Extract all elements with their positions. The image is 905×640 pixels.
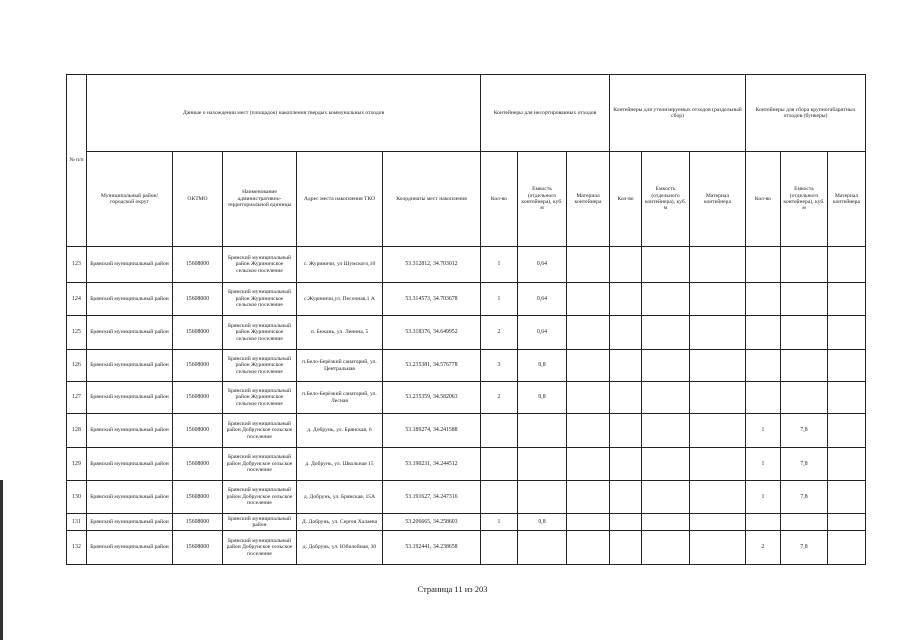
cell-separate-count xyxy=(610,247,642,283)
table-row xyxy=(67,283,866,316)
cell-address: п. Бежань, ул. Ленина, 5 xyxy=(297,316,383,350)
cell-address: Д. Добрунь, ул. Сергея Халаева xyxy=(297,514,383,531)
cell-unsorted-capacity xyxy=(518,531,567,565)
cell-admin-unit: Брянский муниципальный район Журиничское сельское поселение xyxy=(223,247,297,283)
cell-oktmo: 15608000 xyxy=(173,514,223,531)
cell-separate-count xyxy=(610,481,642,514)
cell-num: 126 xyxy=(67,350,87,382)
cell-separate-capacity xyxy=(642,247,690,283)
cell-unsorted-count xyxy=(481,414,518,448)
cell-coords: 53.192441, 34.238658 xyxy=(383,531,481,565)
cell-num: 127 xyxy=(67,382,87,414)
table-row xyxy=(67,531,866,565)
cell-unsorted-material xyxy=(567,350,610,382)
cell-bulky-count: 1 xyxy=(746,448,781,481)
cell-separate-count xyxy=(610,514,642,531)
cell-separate-material xyxy=(690,514,746,531)
cell-oktmo: 15608000 xyxy=(173,481,223,514)
cell-oktmo: 15608000 xyxy=(173,283,223,316)
cell-district: Брянский муниципальный район xyxy=(87,247,173,283)
cell-admin-unit: Брянский муниципальный район Журиничское сельское поселение xyxy=(223,283,297,316)
cell-oktmo: 15608000 xyxy=(173,316,223,350)
cell-separate-count xyxy=(610,531,642,565)
header-separate-material: Материал контейнера xyxy=(690,152,746,247)
cell-separate-material xyxy=(690,448,746,481)
cell-address: с. Журиничи, ул Шумского,10 xyxy=(297,247,383,283)
cell-bulky-material xyxy=(828,350,866,382)
cell-bulky-material xyxy=(828,531,866,565)
cell-separate-capacity xyxy=(642,316,690,350)
cell-oktmo: 15608000 xyxy=(173,414,223,448)
cell-bulky-material xyxy=(828,247,866,283)
cell-bulky-count xyxy=(746,316,781,350)
cell-unsorted-count: 2 xyxy=(481,382,518,414)
cell-address: д. Добрунь, ул. Брянская, 15А xyxy=(297,481,383,514)
cell-separate-capacity xyxy=(642,531,690,565)
cell-bulky-material xyxy=(828,382,866,414)
cell-unsorted-material xyxy=(567,448,610,481)
cell-unsorted-count: 1 xyxy=(481,514,518,531)
cell-coords: 53.206665, 34.258603 xyxy=(383,514,481,531)
cell-coords: 53.190231, 34.244512 xyxy=(383,448,481,481)
cell-address: д. Добрунь, ул. Юбилейная, 30 xyxy=(297,531,383,565)
cell-separate-capacity xyxy=(642,514,690,531)
cell-district: Брянский муниципальный район xyxy=(87,382,173,414)
cell-num: 128 xyxy=(67,414,87,448)
cell-admin-unit: Брянский муниципальный район Журиничское сельское поселение xyxy=(223,316,297,350)
cell-oktmo: 15608000 xyxy=(173,350,223,382)
cell-oktmo: 15608000 xyxy=(173,247,223,283)
header-group-bulky: Контейнеры для сбора крупногабаритных отходов (бункеры) xyxy=(746,75,866,152)
cell-separate-count xyxy=(610,382,642,414)
cell-unsorted-material xyxy=(567,283,610,316)
cell-district: Брянский муниципальный район xyxy=(87,531,173,565)
cell-coords: 53.312812, 34.703012 xyxy=(383,247,481,283)
cell-address: п.Бело-Берёзкий санаторий, ул. Лесная xyxy=(297,382,383,414)
cell-separate-material xyxy=(690,283,746,316)
cell-bulky-count: 2 xyxy=(746,531,781,565)
cell-bulky-material xyxy=(828,283,866,316)
table-row xyxy=(67,316,866,350)
cell-unsorted-material xyxy=(567,514,610,531)
header-group-separate: Контейнеры для утилизируемых отходов (раздельный сбор) xyxy=(610,75,746,152)
header-district: Муниципальный район/городской округ xyxy=(87,152,173,247)
cell-unsorted-material xyxy=(567,316,610,350)
header-group-places: Данные о нахождении мест (площадок) накопления твердых коммунальных отходов xyxy=(87,75,481,152)
cell-admin-unit: Брянский муниципальный район Журиничское сельское поселение xyxy=(223,350,297,382)
cell-separate-material xyxy=(690,531,746,565)
cell-address: д. Добрунь, ул. Школьная 15 xyxy=(297,448,383,481)
cell-oktmo: 15608000 xyxy=(173,448,223,481)
cell-district: Брянский муниципальный район xyxy=(87,350,173,382)
cell-bulky-count xyxy=(746,350,781,382)
cell-unsorted-count xyxy=(481,481,518,514)
cell-unsorted-capacity: 0,8 xyxy=(518,382,567,414)
cell-coords: 53.191627, 34.247316 xyxy=(383,481,481,514)
cell-num: 125 xyxy=(67,316,87,350)
cell-unsorted-capacity xyxy=(518,414,567,448)
cell-address: д. Добрунь, ул. Брянская, 6 xyxy=(297,414,383,448)
cell-unsorted-capacity: 0,8 xyxy=(518,350,567,382)
cell-separate-capacity xyxy=(642,481,690,514)
cell-address: п.Бело-Берёзкий санаторий, ул. Центральная xyxy=(297,350,383,382)
table-body xyxy=(67,247,866,565)
cell-oktmo: 15608000 xyxy=(173,382,223,414)
cell-district: Брянский муниципальный район xyxy=(87,316,173,350)
cell-district: Брянский муниципальный район xyxy=(87,283,173,316)
cell-bulky-material xyxy=(828,414,866,448)
cell-unsorted-count xyxy=(481,448,518,481)
header-unsorted-material: Материал контейнера xyxy=(567,152,610,247)
table-row xyxy=(67,481,866,514)
cell-address: с.Журиничи,ул. Песочная,1 А xyxy=(297,283,383,316)
header-coords: Координаты мест накопления xyxy=(383,152,481,247)
header-oktmo: ОКТМО xyxy=(173,152,223,247)
cell-coords: 53.314573, 34.703678 xyxy=(383,283,481,316)
table-row xyxy=(67,247,866,283)
cell-bulky-count xyxy=(746,283,781,316)
cell-unsorted-material xyxy=(567,481,610,514)
cell-unsorted-count: 3 xyxy=(481,350,518,382)
cell-unsorted-capacity: 0,64 xyxy=(518,316,567,350)
cell-separate-count xyxy=(610,414,642,448)
cell-district: Брянский муниципальный район xyxy=(87,514,173,531)
cell-separate-count xyxy=(610,350,642,382)
cell-separate-material xyxy=(690,481,746,514)
cell-separate-capacity xyxy=(642,414,690,448)
cell-bulky-material xyxy=(828,481,866,514)
cell-bulky-capacity: 7,8 xyxy=(781,531,828,565)
waste-sites-table xyxy=(66,74,866,565)
cell-separate-capacity xyxy=(642,382,690,414)
table-row xyxy=(67,448,866,481)
cell-bulky-capacity xyxy=(781,350,828,382)
table-row xyxy=(67,350,866,382)
cell-bulky-capacity xyxy=(781,382,828,414)
cell-coords: 53.235381, 34.576778 xyxy=(383,350,481,382)
cell-admin-unit: Брянский муниципальный район xyxy=(223,514,297,531)
cell-bulky-capacity xyxy=(781,247,828,283)
cell-bulky-count xyxy=(746,514,781,531)
header-admin-unit: Наименование административно-территориальной единицы xyxy=(223,152,297,247)
cell-bulky-capacity: 7,8 xyxy=(781,448,828,481)
table-row xyxy=(67,414,866,448)
cell-admin-unit: Брянский муниципальный район Добрунское сельское поселение xyxy=(223,531,297,565)
cell-unsorted-count xyxy=(481,531,518,565)
cell-oktmo: 15608000 xyxy=(173,531,223,565)
cell-num: 124 xyxy=(67,283,87,316)
cell-unsorted-material xyxy=(567,414,610,448)
cell-num: 131 xyxy=(67,514,87,531)
cell-bulky-capacity xyxy=(781,316,828,350)
cell-unsorted-count: 1 xyxy=(481,283,518,316)
header-unsorted-count: Кол-во xyxy=(481,152,518,247)
cell-separate-material xyxy=(690,382,746,414)
cell-num: 130 xyxy=(67,481,87,514)
cell-unsorted-capacity xyxy=(518,448,567,481)
cell-separate-capacity xyxy=(642,283,690,316)
cell-bulky-count xyxy=(746,247,781,283)
cell-num: 129 xyxy=(67,448,87,481)
cell-separate-capacity xyxy=(642,350,690,382)
header-address: Адрес места накопления ТКО xyxy=(297,152,383,247)
cell-admin-unit: Брянский муниципальный район Добрунское сельское поселение xyxy=(223,481,297,514)
cell-coords: 53.318376, 34.649952 xyxy=(383,316,481,350)
cell-separate-material xyxy=(690,350,746,382)
cell-separate-capacity xyxy=(642,448,690,481)
cell-unsorted-count: 2 xyxy=(481,316,518,350)
table-row xyxy=(67,382,866,414)
cell-separate-material xyxy=(690,414,746,448)
cell-unsorted-capacity: 0,8 xyxy=(518,514,567,531)
cell-bulky-capacity xyxy=(781,514,828,531)
header-bulky-count: Кол-во xyxy=(746,152,781,247)
cell-separate-count xyxy=(610,283,642,316)
cell-unsorted-capacity xyxy=(518,481,567,514)
cell-num: 123 xyxy=(67,247,87,283)
cell-separate-material xyxy=(690,247,746,283)
scan-edge xyxy=(0,480,3,640)
cell-bulky-count: 1 xyxy=(746,414,781,448)
cell-district: Брянский муниципальный район xyxy=(87,481,173,514)
cell-admin-unit: Брянский муниципальный район Добрунское сельское поселение xyxy=(223,414,297,448)
page-number: Страница 11 из 203 xyxy=(417,584,488,594)
cell-district: Брянский муниципальный район xyxy=(87,414,173,448)
cell-separate-count xyxy=(610,316,642,350)
cell-district: Брянский муниципальный район xyxy=(87,448,173,481)
cell-unsorted-count: 1 xyxy=(481,247,518,283)
cell-bulky-material xyxy=(828,514,866,531)
cell-bulky-count: 1 xyxy=(746,481,781,514)
cell-unsorted-material xyxy=(567,382,610,414)
header-separate-capacity: Емкость (отдельного контейнера), куб. м xyxy=(642,152,690,247)
cell-separate-count xyxy=(610,448,642,481)
header-bulky-material: Материал контейнера xyxy=(828,152,866,247)
cell-bulky-material xyxy=(828,448,866,481)
header-group-unsorted: Контейнеры для несортированных отходов xyxy=(481,75,610,152)
cell-admin-unit: Брянский муниципальный район Добрунское сельское поселение xyxy=(223,448,297,481)
cell-num: 132 xyxy=(67,531,87,565)
cell-coords: 53.189274, 34.241588 xyxy=(383,414,481,448)
cell-unsorted-capacity: 0,64 xyxy=(518,283,567,316)
cell-bulky-material xyxy=(828,316,866,350)
cell-bulky-capacity: 7,8 xyxy=(781,414,828,448)
table-row xyxy=(67,514,866,531)
cell-admin-unit: Брянский муниципальный район Журиничское сельское поселение xyxy=(223,382,297,414)
cell-unsorted-material xyxy=(567,531,610,565)
header-bulky-capacity: Емкость (отдельного контейнера), куб. м xyxy=(781,152,828,247)
cell-unsorted-capacity: 0,64 xyxy=(518,247,567,283)
cell-separate-material xyxy=(690,316,746,350)
cell-bulky-capacity: 7,8 xyxy=(781,481,828,514)
header-num: № п/п xyxy=(67,75,87,247)
header-unsorted-capacity: Емкость (отдельного контейнера), куб. м xyxy=(518,152,567,247)
cell-coords: 53.235359, 34.582063 xyxy=(383,382,481,414)
header-separate-count: Кол-во xyxy=(610,152,642,247)
cell-bulky-count xyxy=(746,382,781,414)
cell-bulky-capacity xyxy=(781,283,828,316)
cell-unsorted-material xyxy=(567,247,610,283)
